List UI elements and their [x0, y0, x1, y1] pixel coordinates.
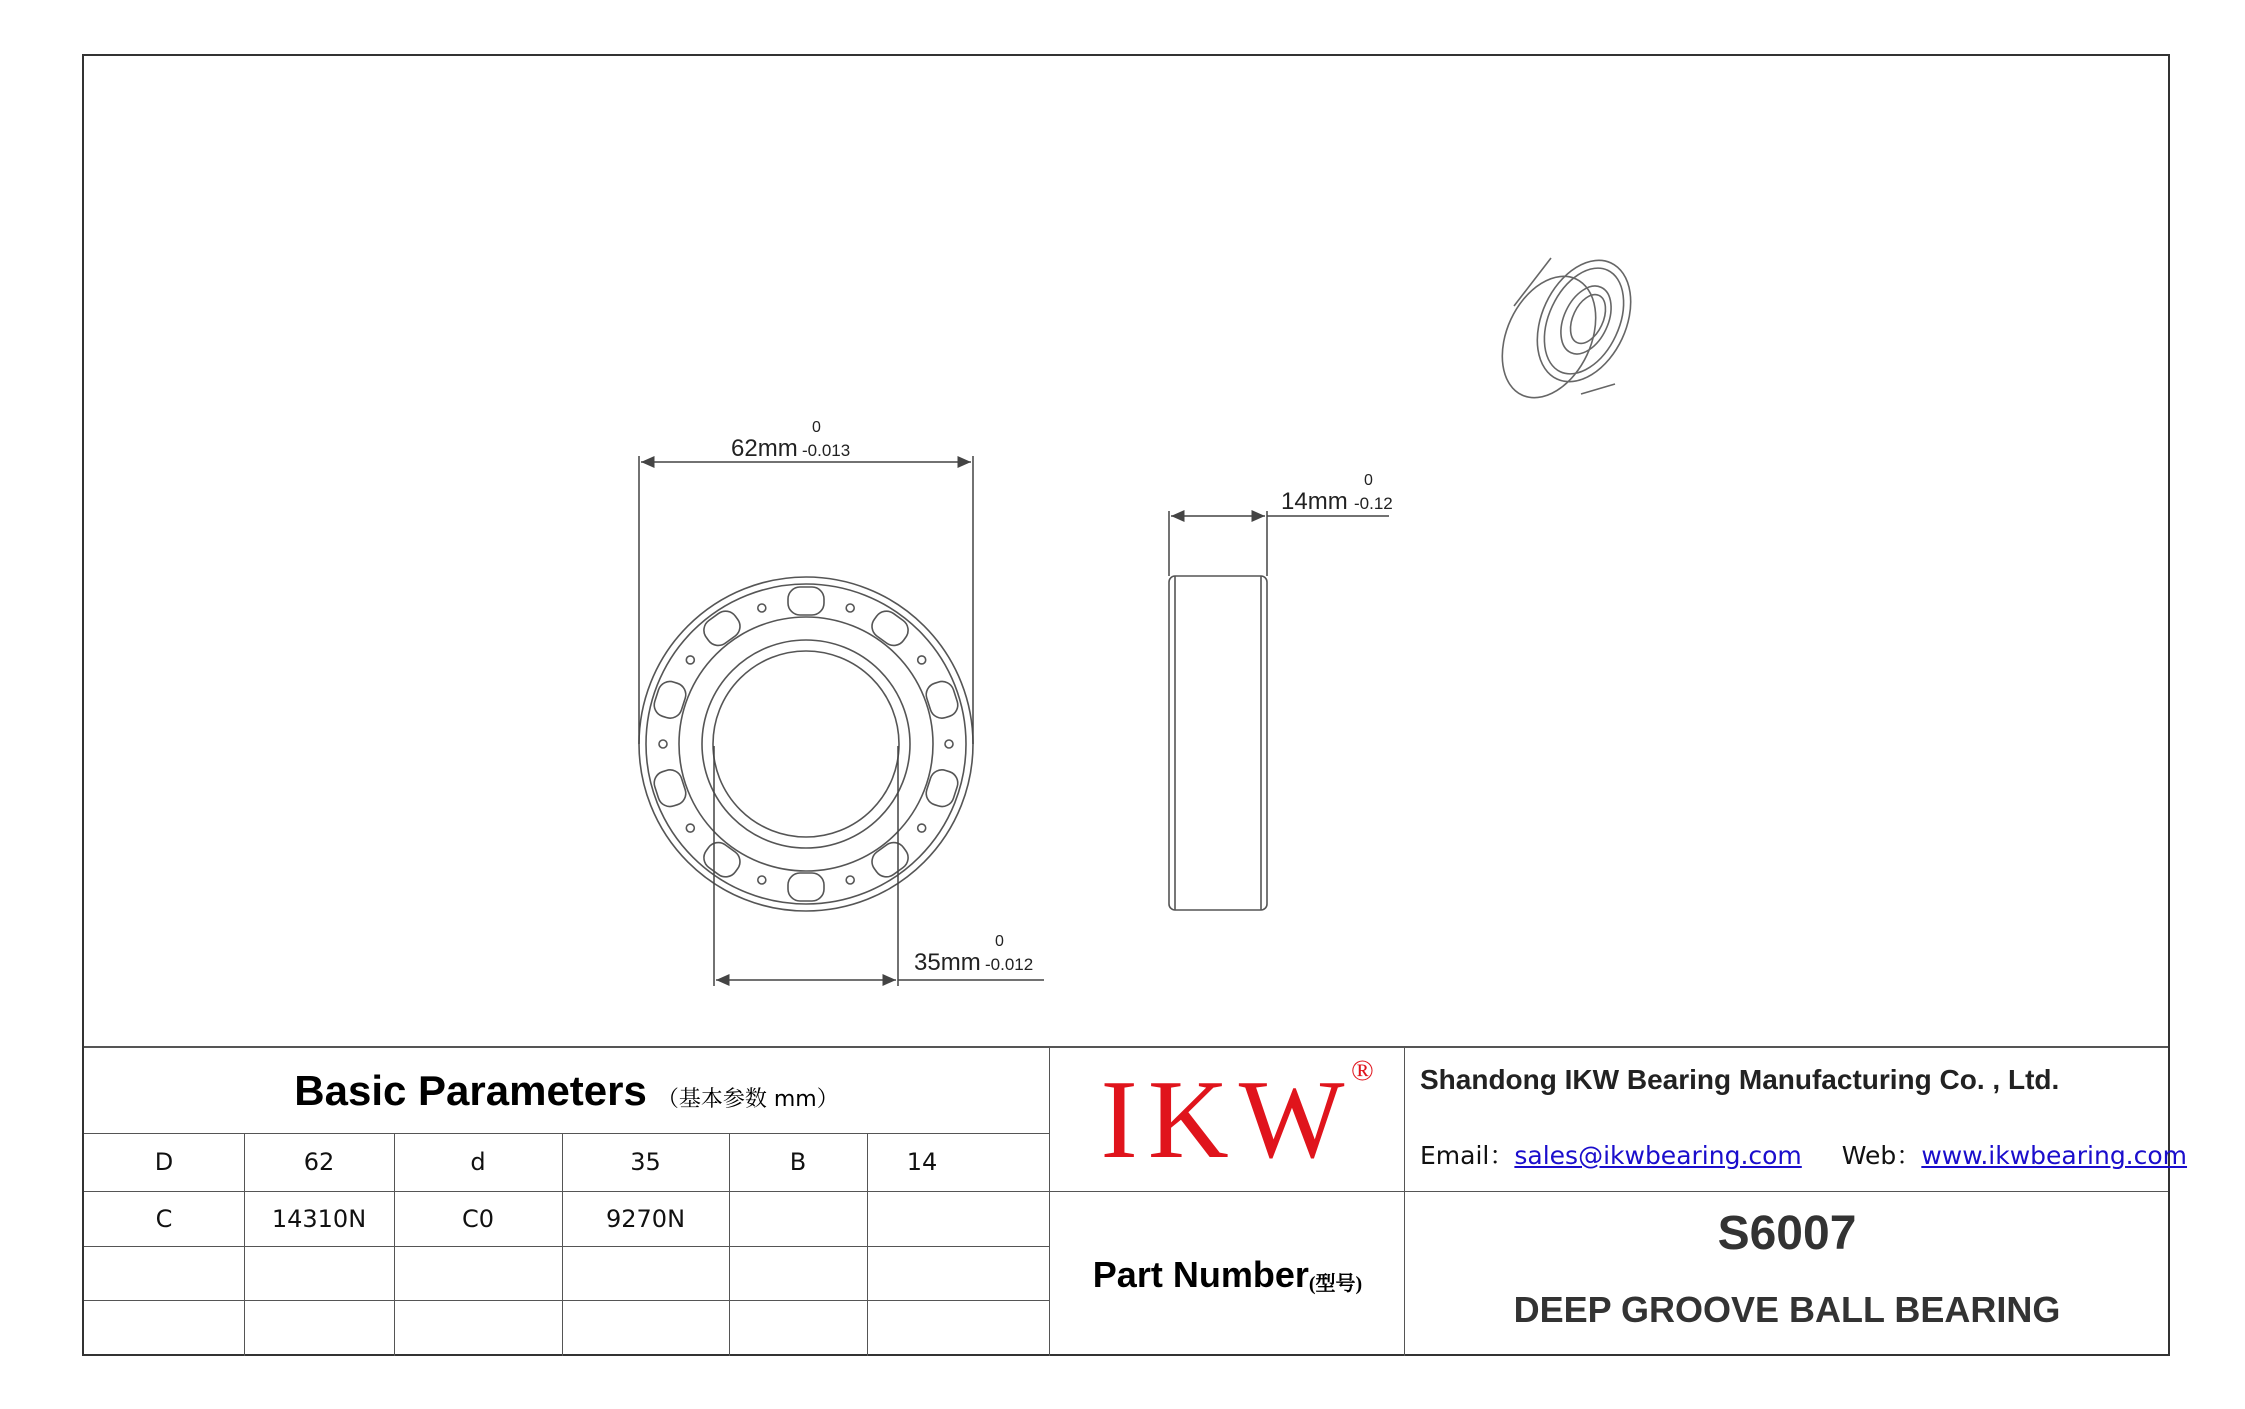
outer-diameter-upper-tol: 0 [812, 419, 821, 436]
inner-diameter-dimension [714, 746, 1044, 986]
cage-pocket [788, 587, 824, 615]
width-dimension [1169, 511, 1389, 576]
cage-rivet [918, 824, 926, 832]
company-contact [1420, 1136, 2187, 1172]
cage-pocket [699, 606, 745, 650]
registered-mark: ® [1351, 1054, 1374, 1087]
cage-pocket [699, 838, 745, 882]
web-label: Web： [1841, 1141, 1922, 1170]
param-cell: 35 [630, 1148, 661, 1176]
outer-diameter-value: 62mm [731, 435, 798, 462]
basic-parameters-subtitle: （基本参数 mm） [656, 1087, 839, 1112]
part-description-text: DEEP GROOVE BALL BEARING [1513, 1289, 2061, 1330]
outer-diameter-dimension [639, 456, 973, 744]
ikw-logo-text: IKW [1100, 1057, 1355, 1182]
param-cell: B [789, 1148, 807, 1176]
ikw-logo [1051, 1048, 1404, 1191]
param-cell: d [470, 1148, 486, 1176]
cage-rivet [758, 604, 766, 612]
bearing-front-view [639, 577, 973, 911]
param-cell: 62 [303, 1148, 335, 1176]
inner-diameter-value: 35mm [914, 949, 981, 976]
part-number: S6007 [1717, 1206, 1857, 1260]
basic-parameters-title: Basic Parameters [294, 1066, 647, 1114]
cage-pocket [867, 606, 913, 650]
drawing-sheet [82, 54, 2188, 1356]
company-name: Shandong IKW Bearing Manufacturing Co. , Ltd. [1420, 1064, 2060, 1095]
param-cell: 14 [906, 1148, 938, 1176]
drawing-area [84, 56, 2168, 1046]
part-number-label-text: Part Number [1092, 1253, 1309, 1295]
basic-parameters-header [84, 1048, 1049, 1133]
outer-diameter-lower-tol: -0.013 [802, 441, 851, 460]
title-block [84, 1046, 2188, 1356]
cage-pocket [788, 873, 824, 901]
param-cell [729, 1191, 867, 1246]
cage-rivet [846, 876, 854, 884]
cage-rivet [659, 740, 667, 748]
cage-rivet [686, 656, 694, 664]
inner-diameter-upper-tol: 0 [995, 933, 1004, 950]
part-description [1406, 1280, 2168, 1340]
param-cell: C0 [461, 1204, 495, 1233]
cage-rivet [686, 824, 694, 832]
part-number-value [1406, 1198, 2168, 1268]
cage-rivet [918, 656, 926, 664]
width-value: 14mm [1281, 488, 1348, 515]
part-number-label [1051, 1193, 1404, 1356]
email-label: Email： [1420, 1141, 1515, 1170]
param-cell: D [154, 1148, 174, 1176]
param-cell [867, 1191, 1049, 1246]
inner-diameter-lower-tol: -0.012 [985, 955, 1034, 974]
width-lower-tol: -0.12 [1354, 494, 1393, 513]
cage-rivet [758, 876, 766, 884]
web-link[interactable]: www.ikwbearing.com [1921, 1141, 2188, 1170]
email-link[interactable]: sales@ikwbearing.com [1514, 1141, 1802, 1170]
cage-rivet [846, 604, 854, 612]
width-upper-tol: 0 [1364, 472, 1373, 489]
cage-rivet [945, 740, 953, 748]
bearing-drawing [84, 56, 2168, 1046]
param-cell: C [155, 1204, 173, 1233]
cage-pocket [867, 838, 913, 882]
param-cell: 9270N [605, 1204, 686, 1233]
param-cell: 14310N [271, 1204, 367, 1233]
bearing-isometric-view [1484, 245, 1649, 413]
bearing-side-view [1169, 576, 1267, 910]
part-number-label-sub: (型号) [1308, 1273, 1363, 1295]
